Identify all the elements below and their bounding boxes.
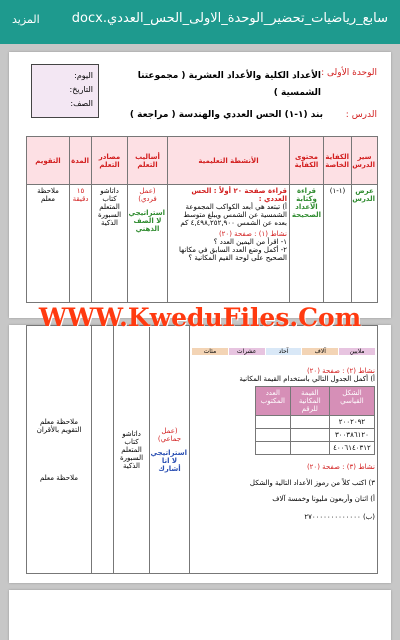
unit-label: الوحدة الأولى :: [321, 68, 377, 78]
date-label: التاريخ:: [69, 85, 93, 94]
header-flow: سير الدرس: [352, 137, 378, 185]
methods-bottom-2: استراتيجي لا انا أشارك: [150, 448, 187, 473]
more-button[interactable]: المزيد: [12, 13, 40, 26]
header-competency: الكفاية الخاصة: [324, 137, 352, 185]
cell-duration: ١٥ دقيقة: [70, 185, 92, 303]
place-value-cell: ملايين: [339, 348, 375, 355]
cell-flow: عرض الدرس: [352, 185, 378, 303]
place-value-cell: عشرات: [229, 348, 265, 355]
activity2-title: نشاط (٢) : صفحة (٢٠): [306, 367, 375, 375]
activity-line: أ) تبتعد هي أبعد الكواكب المجموعة الشمسية عن الشمس ويبلغ متوسط بعده عن الشمس ٤,٤٩٨,٢٥٢,٩٠٠ كم: [180, 203, 287, 227]
header-sources: مصادر التعلم: [92, 137, 128, 185]
header-evaluation: التقويم: [27, 137, 70, 185]
activity-line: ١- اقرأ من اليمين العدد ؟: [213, 238, 287, 246]
place-value-cell: آلاف: [302, 348, 338, 355]
evaluation-top: ملاحظة معلم التقويم بالأقران: [36, 417, 82, 434]
document-page-2: [9, 325, 391, 583]
cell-evaluation: ملاحظة معلم: [27, 185, 70, 303]
document-page-3: [9, 590, 391, 640]
class-label: الصف:: [70, 99, 93, 108]
date-info-box: [31, 64, 99, 118]
cell-sources: داتاشو كتاب المتعلم السبورة الذكية: [92, 185, 128, 303]
evaluation-bottom: ملاحظة معلم: [39, 473, 79, 482]
document-page-1: [9, 52, 391, 318]
cell-methods-2: [150, 326, 190, 574]
lesson-label: الدرس :: [345, 110, 377, 120]
activity3-line: (ب) ٢٧٠٠٠٠٠٠٠٠٠٠٠٠٠: [304, 513, 375, 521]
lesson-plan-table: [26, 136, 378, 303]
header-activities: الأنشطة التعليمية: [168, 137, 290, 185]
document-title: سابع_رياضيات_تحضير_الوحدة_الاولى_الحس_العددي.docx: [71, 11, 388, 26]
day-label: اليوم:: [74, 71, 93, 80]
cell-sources-2: داتاشو كتاب المتعلم السبورة الذكية: [114, 326, 150, 574]
value-table-cell: ٢٠٠٢٠٩٢: [329, 416, 374, 429]
value-table-cell: ٤٠٠٦١٤٠٣١٢: [329, 442, 374, 455]
value-table-header: العدد المكتوب: [256, 387, 291, 416]
activity-line: ٢- أكمل وضع العدد السابق في مكانها الصحيح على لوحة القيم المكانية ؟: [178, 246, 287, 262]
cell-competency: (١-١): [324, 185, 352, 303]
unit-value: الأعداد الكلية والأعداد العشرية ( مجموعتنا الشمسية ): [137, 71, 321, 98]
header-methods: أساليب التعلم: [128, 137, 168, 185]
place-value-cell: مئات: [192, 348, 228, 355]
watermark-text: WWW.KweduFiles.Com: [38, 303, 362, 332]
value-table-header: الشكل القياسي: [329, 387, 374, 416]
cell-evaluation-2: [27, 326, 92, 574]
header-content: محتوى الكفاية: [290, 137, 324, 185]
methods-bottom: استراتيجي لا الصف الذهني: [128, 209, 165, 233]
cell-duration-2: [92, 326, 114, 574]
activity2-text: أ) أكمل الجدول التالي باستخدام القيمة المكانية: [239, 375, 375, 383]
header-duration: المدة: [70, 137, 92, 185]
cell-methods: [128, 185, 168, 303]
place-value-cell: آحاد: [266, 348, 302, 355]
cell-activities-2: [190, 326, 378, 574]
value-table-cell: ٣٠٠٣٨٦١٢٠: [329, 429, 374, 442]
activity-line: قراءة صفحة ٢٠ أولاً : الحس العددي :: [191, 187, 287, 203]
value-table-header: القيمة المكانية للرقم: [290, 387, 329, 416]
value-table: [255, 386, 375, 455]
activity3-title: نشاط (٣) : صفحة (٢٠): [306, 463, 375, 471]
activity-line: نشاط (١) : صفحة (٢٠): [218, 230, 287, 238]
cell-activities: [168, 185, 290, 303]
methods-top-2: (عمل جماعي): [157, 426, 182, 443]
place-value-chart: [192, 348, 375, 355]
lesson-value: بند (١-١) الحس العددي والهندسة ( مراجعة ): [129, 110, 323, 120]
lesson-plan-table-continued: [26, 325, 378, 574]
app-top-bar: [0, 0, 400, 44]
methods-top: (عمل فردي): [138, 187, 157, 203]
activity3-text: ٣) اكتب كلاً من رموز الأعداد التالية والشكل: [249, 479, 375, 487]
activity3-line: أ) اثنان وأربعون مليونا وخمسة آلاف: [272, 495, 375, 503]
cell-content: قراءة وكتابة الأعداد الصحيحة: [290, 185, 324, 303]
